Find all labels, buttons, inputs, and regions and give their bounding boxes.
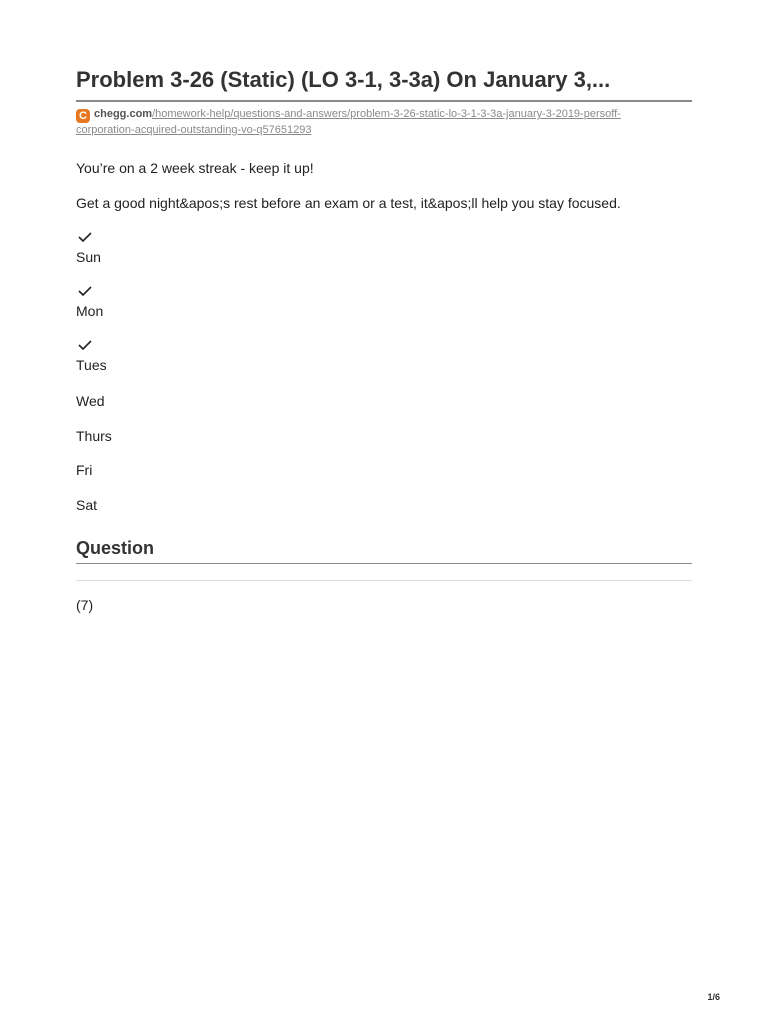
section-divider	[76, 563, 692, 564]
day-mon: Mon	[76, 303, 104, 319]
title-divider	[76, 100, 692, 102]
checkmark-icon	[78, 231, 92, 243]
day-fri: Fri	[76, 462, 93, 478]
source-domain[interactable]: chegg.com	[94, 108, 153, 120]
day-sun: Sun	[76, 249, 101, 265]
day-sat: Sat	[76, 497, 98, 513]
page-title: Problem 3-26 (Static) (LO 3-1, 3-3a) On January 3,...	[76, 67, 611, 92]
day-tues: Tues	[76, 357, 107, 373]
checkmark-icon	[78, 285, 92, 297]
tip-message: Get a good night&apos;s rest before an exam or a test, it&apos;ll help you stay focused.	[76, 195, 621, 211]
streak-message: You’re on a 2 week streak - keep it up!	[76, 160, 314, 176]
section-divider-light	[76, 580, 692, 581]
source-path-line-2[interactable]: corporation-acquired-outstanding-vo-q57651293	[76, 124, 312, 136]
day-thurs: Thurs	[76, 428, 112, 444]
source-path-line-1[interactable]: /homework-help/questions-and-answers/problem-3-26-static-lo-3-1-3-3a-january-3-2019-persoff-	[152, 108, 621, 120]
page-number: 1/6	[707, 992, 720, 1002]
source-url[interactable]	[76, 107, 692, 137]
question-text: (7)	[76, 597, 94, 613]
question-heading: Question	[76, 538, 155, 558]
chegg-favicon-icon: C	[76, 109, 90, 123]
day-wed: Wed	[76, 393, 105, 409]
checkmark-icon	[78, 339, 92, 351]
